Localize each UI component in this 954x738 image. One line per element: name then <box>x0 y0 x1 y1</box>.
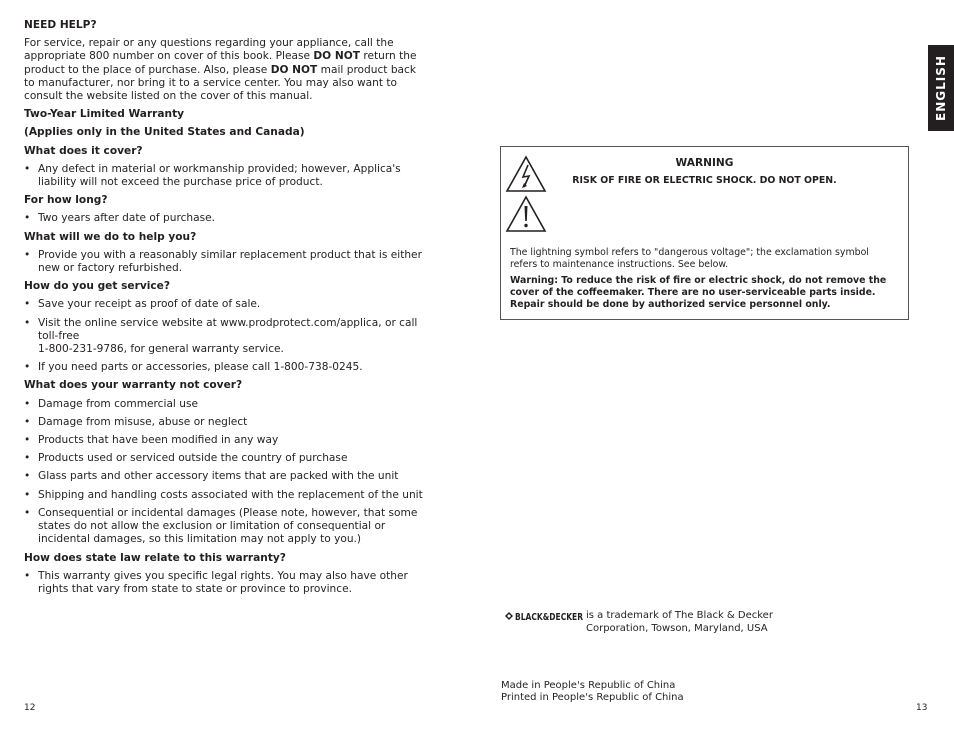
black-and-decker-logo <box>504 610 584 622</box>
need-help-text <box>24 37 424 103</box>
need-help-heading: NEED HELP? <box>24 19 97 31</box>
applies-heading: (Applies only in the United States and Canada) <box>24 126 305 139</box>
trademark-line-1: is a trademark of The Black & Decker <box>586 610 773 621</box>
list-item: • Damage from misuse, abuse or neglect <box>24 416 424 429</box>
bullet-list <box>24 212 424 225</box>
list-item-line: • Visit the online service website at www.prodprotect.com/applica, or call toll-free <box>38 316 418 342</box>
exclamation-warning-icon <box>505 195 547 233</box>
warning-title: WARNING <box>675 157 734 169</box>
list-item: • This warranty gives you specific legal rights. You may also have other rights that vary from state to state or province to province. <box>24 570 424 596</box>
list-item: • Provide you with a reasonably similar replacement product that is either new or factory refurbished. <box>24 249 424 275</box>
do-not-emphasis-1: DO NOT <box>313 50 360 63</box>
list-item: • Damage from commercial use <box>24 398 424 411</box>
lightning-warning-icon <box>505 155 547 193</box>
list-item: • Shipping and handling costs associated with the replacement of the unit <box>24 489 424 502</box>
warranty-sections <box>24 145 424 596</box>
list-item <box>24 317 424 357</box>
need-help-text-part-1: For service, repair or any questions regarding your appliance, call the appropriate 800 number on cover of this book. Please <box>24 37 394 63</box>
do-not-emphasis-2: DO NOT <box>270 63 318 76</box>
made-in-text: Made in People's Republic of China <box>501 680 676 691</box>
section-heading: What does it cover? <box>24 144 143 157</box>
section-heading: How does state law relate to this warranty? <box>24 551 286 564</box>
list-item-line: 1-800-231-9786, for general warranty service. <box>38 343 284 356</box>
printed-in-text: Printed in People's Republic of China <box>501 692 684 703</box>
section-heading: How do you get service? <box>24 280 170 293</box>
language-tab-label: ENGLISH <box>934 55 948 121</box>
need-help-text-part-3: mail product back to manufacturer, nor bring it to a service center. You may also want to consult the website listed on the cover of this manual. <box>24 63 417 103</box>
bullet-list <box>24 398 424 547</box>
list-item: • If you need parts or accessories, please call 1-800-738-0245. <box>24 361 424 374</box>
list-item: • Two years after date of purchase. <box>24 212 424 225</box>
page-number-right: 13 <box>916 703 928 713</box>
warning-description: The lightning symbol refers to "dangerous voltage"; the exclamation symbol refers to maintenance instructions. See below. <box>510 247 869 270</box>
need-help-text-part-2: return the product to the place of purchase. Also, please <box>24 50 417 76</box>
warning-bold-text: Warning: To reduce the risk of fire or electric shock, do not remove the cover of the coffeemaker. There are no user-serviceable parts inside. Repair should be done by authorized service personnel only. <box>510 275 887 310</box>
bullet-list <box>24 298 424 374</box>
bullet-list <box>24 163 424 189</box>
section-heading: What does your warranty not cover? <box>24 379 243 392</box>
bullet-list <box>24 249 424 275</box>
bullet-list <box>24 570 424 596</box>
list-item: • Consequential or incidental damages (Please note, however, that some states do not allow the exclusion or limitation of consequential or incidental damages, so this limitation may not apply to you.) <box>24 507 424 547</box>
trademark-line-2: Corporation, Towson, Maryland, USA <box>586 622 768 634</box>
list-item: • Products that have been modified in any way <box>24 434 424 447</box>
left-page-content <box>24 19 424 601</box>
list-item: • Save your receipt as proof of date of sale. <box>24 298 424 311</box>
brand-logo-text: BLACK&DECKER <box>515 612 584 623</box>
origin-block <box>501 680 684 704</box>
page-number-left: 12 <box>24 703 36 713</box>
list-item: • Any defect in material or workmanship provided; however, Applica's liability will not exceed the purchase price of product. <box>24 163 424 189</box>
list-item: • Glass parts and other accessory items that are packed with the unit <box>24 470 424 483</box>
section-heading: For how long? <box>24 194 108 207</box>
section-heading: What will we do to help you? <box>24 230 197 243</box>
language-tab <box>928 45 954 131</box>
list-item: • Products used or serviced outside the country of purchase <box>24 452 424 465</box>
warranty-heading: Two-Year Limited Warranty <box>24 108 185 121</box>
warning-subtitle: RISK OF FIRE OR ELECTRIC SHOCK. DO NOT OPEN. <box>572 175 837 186</box>
warning-box <box>500 146 909 320</box>
